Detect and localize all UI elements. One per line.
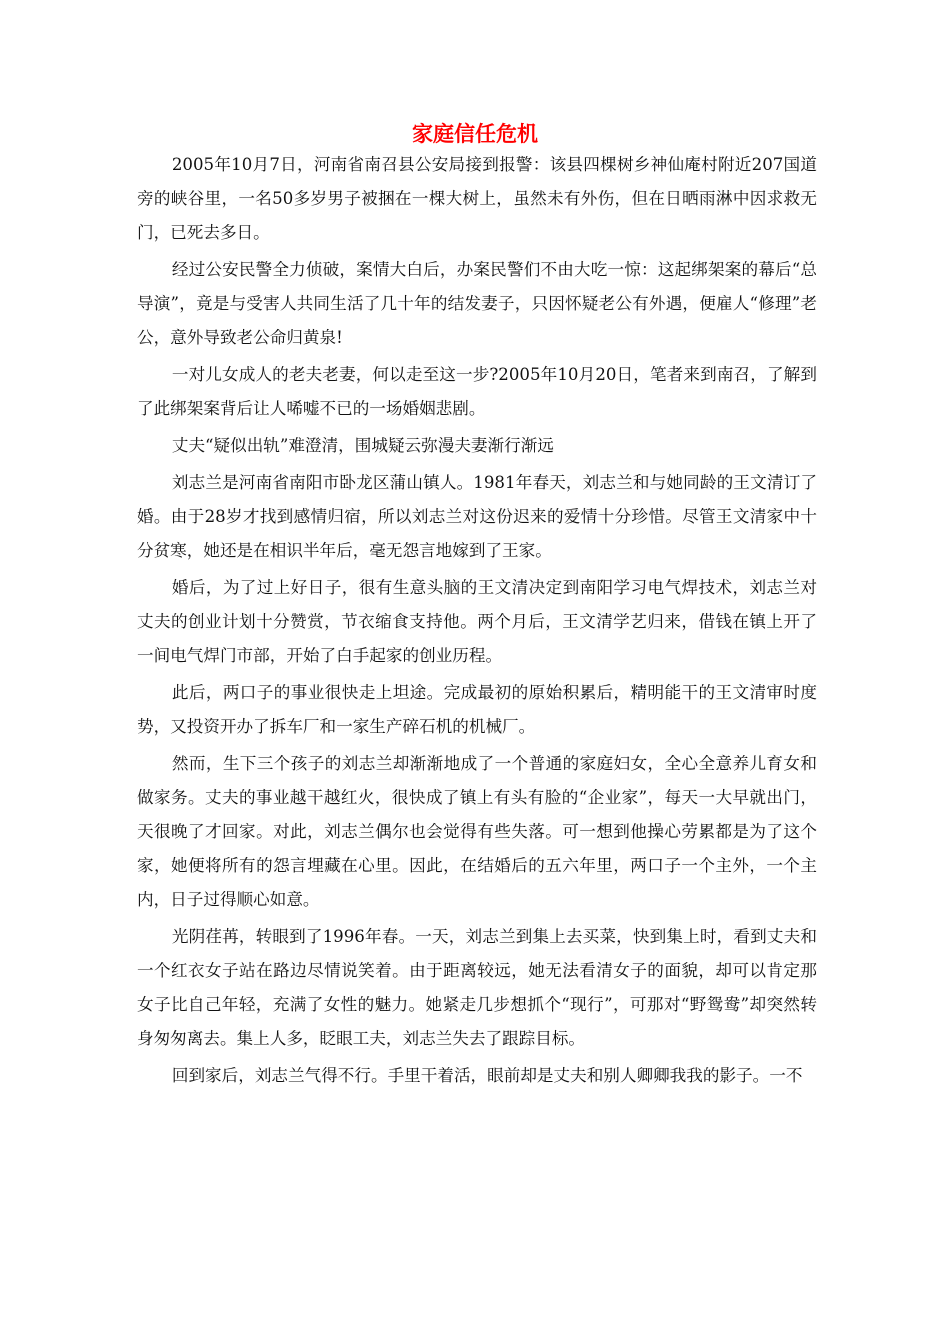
paragraph-8: 光阴荏苒，转眼到了1996年春。一天，刘志兰到集上去买菜，快到集上时，看到丈夫和一个红衣女子站在路边尽情说笑着。由于距离较远，她无法看清女子的面貌，却可以肯定那女子比自己年轻，充满了女性的魅力。她紧走几步想抓个“现行”，可那对“野鸳鸯”却突然转身匆匆离去。集上人多，眨眼工夫，刘志兰失去了跟踪目标。 <box>137 927 817 1048</box>
paragraph-7: 然而，生下三个孩子的刘志兰却渐渐地成了一个普通的家庭妇女，全心全意养儿育女和做家务。丈夫的事业越干越红火，很快成了镇上有头有脸的“企业家”，每天一大早就出门，天很晚了才回家。对此，刘志兰偶尔也会觉得有些失落。可一想到他操心劳累都是为了这个家，她便将所有的怨言埋藏在心里。因此，在结婚后的五六年里，两口子一个主外，一个主内，日子过得顺心如意。 <box>137 754 817 909</box>
paragraph-2: 经过公安民警全力侦破，案情大白后，办案民警们不由大吃一惊：这起绑架案的幕后“总导演”，竟是与受害人共同生活了几十年的结发妻子，只因怀疑老公有外遇，便雇人“修理”老公，意外导致老公命归黄泉! <box>137 260 817 347</box>
paragraph-5: 婚后，为了过上好日子，很有生意头脑的王文清决定到南阳学习电气焊技术，刘志兰对丈夫的创业计划十分赞赏，节衣缩食支持他。两个月后，王文清学艺归来，借钱在镇上开了一间电气焊门市部，开始了白手起家的创业历程。 <box>137 578 817 665</box>
paragraph-1: 2005年10月7日，河南省南召县公安局接到报警：该县四棵树乡神仙庵村附近207国道旁的峡谷里，一名50多岁男子被捆在一棵大树上，虽然未有外伤，但在日晒雨淋中因求救无门，已死去多日。 <box>137 155 817 242</box>
document-body <box>137 148 817 1096</box>
paragraph-3: 一对儿女成人的老夫老妻，何以走至这一步?2005年10月20日，笔者来到南召，了解到了此绑架案背后让人唏嘘不已的一场婚姻悲剧。 <box>137 365 817 418</box>
paragraph-6: 此后，两口子的事业很快走上坦途。完成最初的原始积累后，精明能干的王文清审时度势，又投资开办了拆车厂和一家生产碎石机的机械厂。 <box>137 683 817 736</box>
paragraph-4: 刘志兰是河南省南阳市卧龙区蒲山镇人。1981年春天，刘志兰和与她同龄的王文清订了婚。由于28岁才找到感情归宿，所以刘志兰对这份迟来的爱情十分珍惜。尽管王文清家中十分贫寒，她还是在相识半年后，毫无怨言地嫁到了王家。 <box>137 473 817 560</box>
document-title: 家庭信任危机 <box>412 122 538 146</box>
paragraph-9: 回到家后，刘志兰气得不行。手里干着活，眼前却是丈夫和别人卿卿我我的影子。一不 <box>171 1066 803 1085</box>
section-heading: 丈夫“疑似出轨”难澄清，围城疑云弥漫夫妻渐行渐远 <box>171 436 554 455</box>
